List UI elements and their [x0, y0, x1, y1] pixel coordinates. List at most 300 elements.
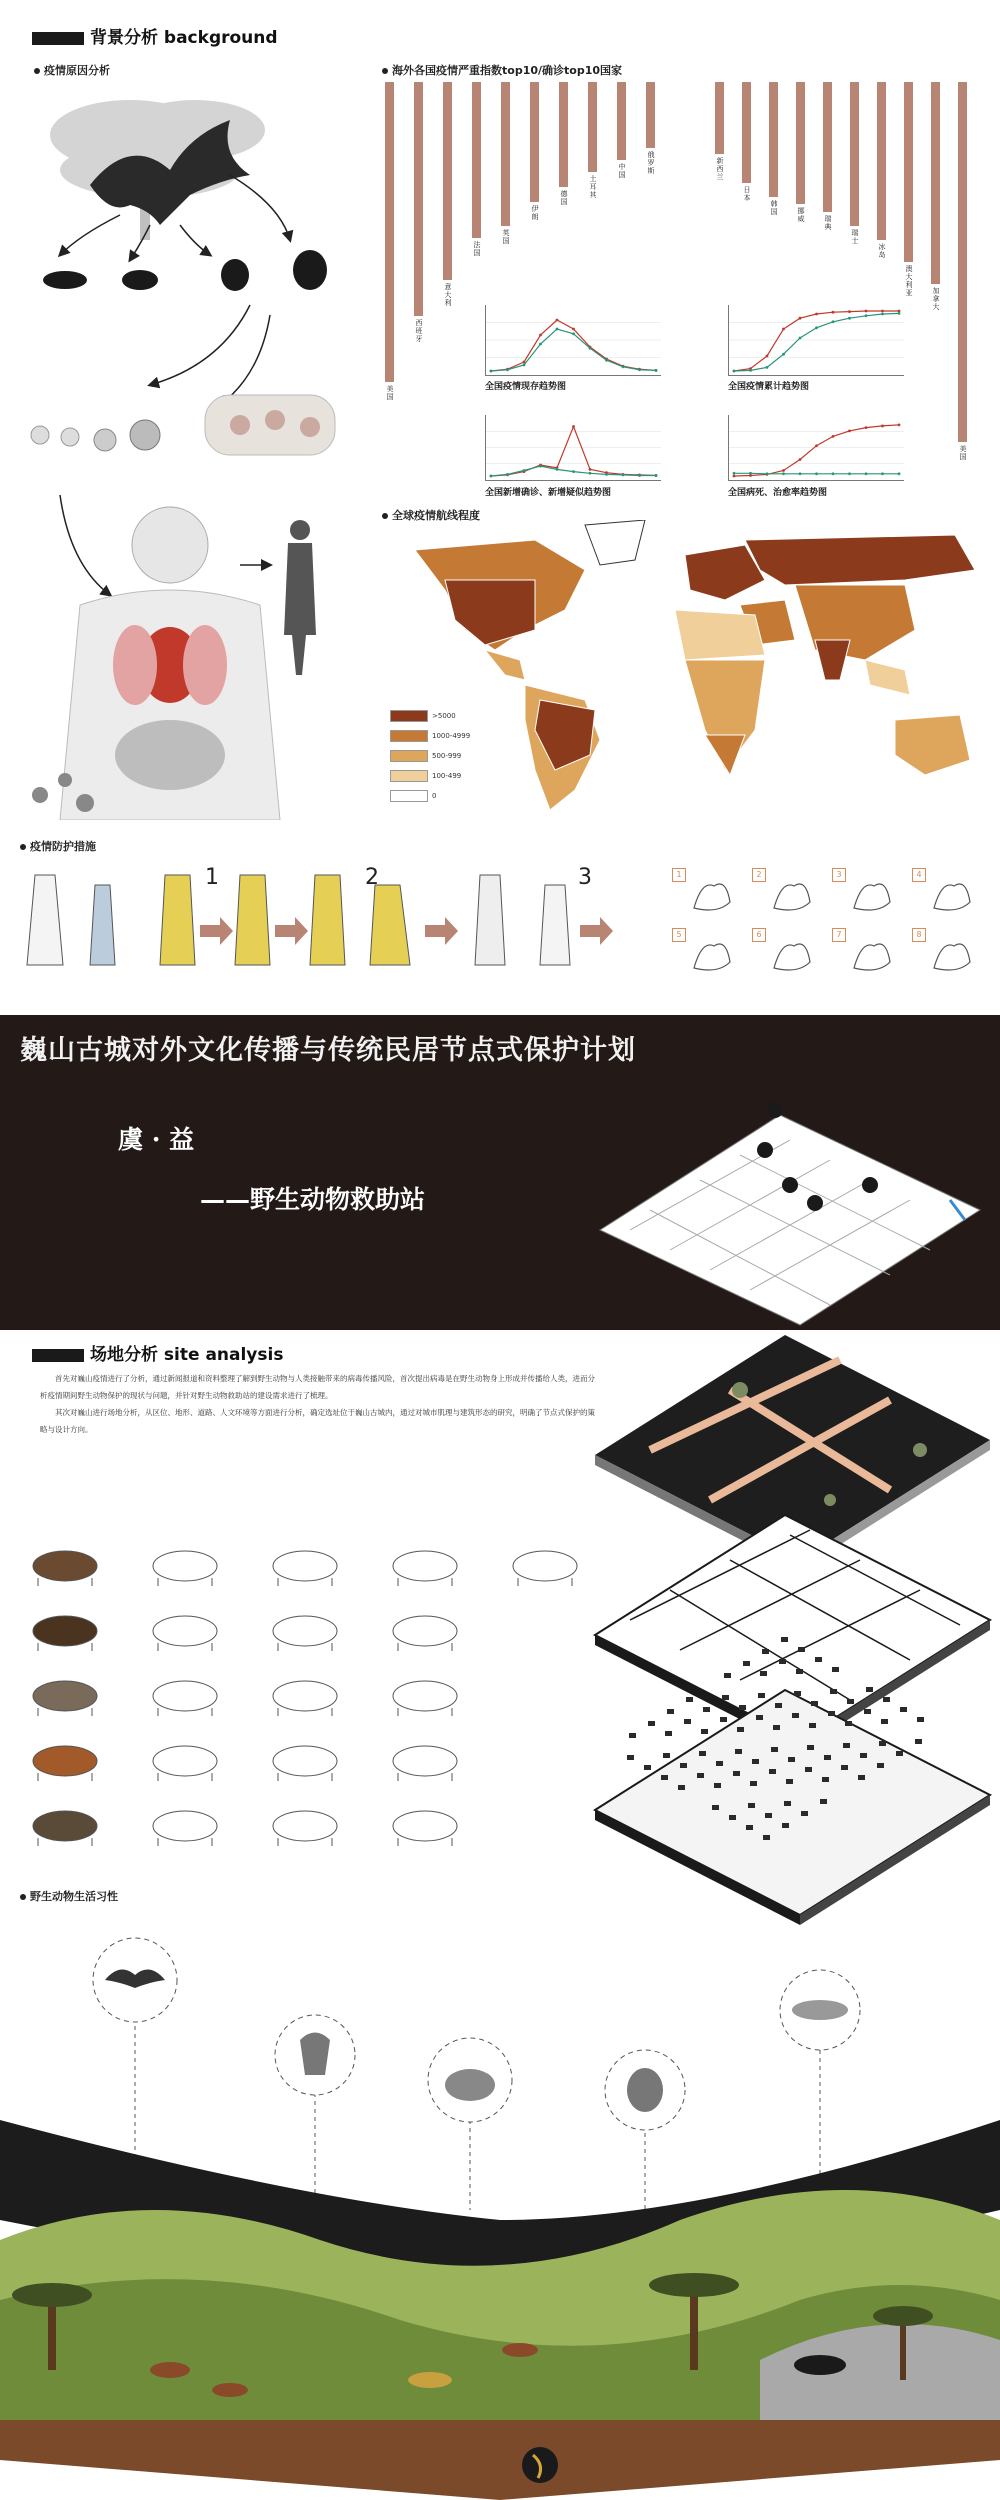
human-anatomy-illustration: [60, 507, 280, 820]
bar-9: [931, 82, 940, 284]
animal-sketch: [260, 1735, 350, 1783]
animal-sketch: [140, 1800, 230, 1848]
section-title-block: [32, 32, 84, 45]
hand-icon: [672, 868, 744, 920]
data-point: [589, 347, 592, 350]
bar-10: [646, 82, 655, 148]
building-footprint: [773, 1725, 780, 1730]
bullet-dot: [20, 844, 26, 850]
data-point: [782, 472, 785, 475]
data-point: [556, 319, 559, 322]
top10-label: 海外各国疫情严重指数top10/确诊top10国家: [392, 64, 623, 77]
building-footprint: [809, 1723, 816, 1728]
map-india: [815, 640, 850, 680]
building-footprint: [756, 1715, 763, 1720]
building-footprint: [822, 1777, 829, 1782]
section-title-block: [32, 1349, 84, 1362]
building-footprint: [663, 1753, 670, 1758]
building-footprint: [697, 1773, 704, 1778]
data-point: [799, 458, 802, 461]
building-footprint: [735, 1749, 742, 1754]
legend-item: [390, 790, 436, 802]
step-number-1: 1: [205, 865, 219, 890]
bar-6: [530, 82, 539, 202]
bar-label-10: 美国: [959, 445, 967, 461]
data-point: [638, 368, 641, 371]
animal-sketch: [260, 1670, 350, 1718]
building-footprint: [845, 1721, 852, 1726]
building-footprint: [739, 1705, 746, 1710]
bar-3: [443, 82, 452, 280]
legend-swatch: [390, 710, 428, 722]
series-line-2: [491, 329, 656, 371]
legend-item: [390, 710, 456, 722]
person-silhouette: [284, 520, 316, 675]
data-point: [638, 474, 641, 477]
building-footprint: [805, 1767, 812, 1772]
line-chart-rates: [728, 415, 904, 481]
data-point: [815, 444, 818, 447]
data-point: [832, 320, 835, 323]
animal-photo: [20, 1800, 110, 1848]
building-footprint: [794, 1691, 801, 1696]
building-footprint: [915, 1739, 922, 1744]
data-point: [865, 426, 868, 429]
handwash-step: [832, 868, 904, 920]
animal-photo: [20, 1605, 110, 1653]
data-point: [799, 472, 802, 475]
ppe-person-1: [27, 875, 63, 965]
map-asia: [795, 585, 915, 660]
animal-sketch: [140, 1670, 230, 1718]
data-point: [506, 368, 509, 371]
data-point: [832, 311, 835, 314]
data-point: [733, 475, 736, 478]
data-point: [556, 328, 559, 331]
legend-item: [390, 730, 470, 742]
bar-label-2: 日本: [743, 185, 751, 202]
building-footprint: [769, 1769, 776, 1774]
bar-5: [501, 82, 510, 226]
bar-1: [385, 82, 394, 382]
bar-8: [904, 82, 913, 262]
hand-icon: [832, 868, 904, 920]
building-footprint: [644, 1765, 651, 1770]
legend-swatch: [390, 750, 428, 762]
building-footprint: [879, 1741, 886, 1746]
building-footprint: [752, 1759, 759, 1764]
building-footprint: [629, 1733, 636, 1738]
building-footprint: [843, 1743, 850, 1748]
step-number-3: 3: [578, 865, 592, 890]
bar-2: [414, 82, 423, 316]
handwash-step: [672, 868, 744, 920]
bar-label-9: 中国: [618, 163, 626, 179]
bar-label-6: 伊朗: [531, 205, 539, 221]
building-footprint: [820, 1799, 827, 1804]
bar-7: [877, 82, 886, 240]
building-footprint: [900, 1707, 907, 1712]
site-paragraph-1: 首先对巍山疫情进行了分析，通过新闻报道和资料整理了解到野生动物与人类接触带来的病毒传播风险，首次提出病毒是在野生动物身上形成并传播给人类，进而分析疫情期间野生动物保护的现状与问题，并针对野生动物救助站的建设需求进行了梳理。: [40, 1374, 595, 1400]
building-footprint: [748, 1803, 755, 1808]
building-footprint: [801, 1811, 808, 1816]
handwash-step-number: 3: [832, 868, 846, 882]
line-chart-new-caption: 全国新增确诊、新增疑似趋势图: [485, 488, 612, 498]
data-point: [539, 465, 542, 468]
handwash-step: [912, 928, 984, 980]
building-footprint: [864, 1709, 871, 1714]
data-point: [848, 472, 851, 475]
building-footprint: [750, 1781, 757, 1786]
data-point: [605, 473, 608, 476]
bar-label-10: 俄罗斯: [647, 151, 655, 175]
data-point: [766, 355, 769, 358]
intermediate-hosts: [43, 250, 327, 291]
series-line-1: [734, 425, 899, 476]
world-map: [385, 520, 985, 825]
building-footprint: [881, 1719, 888, 1724]
building-footprint: [786, 1779, 793, 1784]
map-southeast-asia: [865, 660, 910, 695]
handwash-step: [912, 868, 984, 920]
handwash-step-number: 4: [912, 868, 926, 882]
bar-label-5: 瑞典: [824, 214, 832, 231]
building-footprint: [763, 1835, 770, 1840]
building-footprint: [627, 1755, 634, 1760]
building-footprint: [824, 1755, 831, 1760]
data-point: [749, 472, 752, 475]
bar-label-8: 澳大利亚: [905, 265, 913, 297]
wildlife-habits-title: [20, 1888, 118, 1904]
building-footprint: [661, 1775, 668, 1780]
building-footprint: [811, 1701, 818, 1706]
handwash-step: [752, 868, 824, 920]
map-greenland: [585, 520, 645, 565]
bar-label-2: 西班牙: [415, 319, 423, 343]
data-point: [848, 310, 851, 313]
animal-sketch: [380, 1605, 470, 1653]
map-australia: [895, 715, 970, 775]
data-point: [815, 326, 818, 329]
building-footprint: [680, 1763, 687, 1768]
animal-photo: [20, 1735, 110, 1783]
animal-sketch: [380, 1670, 470, 1718]
bar-10: [958, 82, 967, 442]
data-point: [655, 369, 658, 372]
data-point: [622, 365, 625, 368]
hand-icon: [752, 868, 824, 920]
data-point: [815, 313, 818, 316]
ppe-person-3: [160, 875, 195, 965]
bar-label-9: 加拿大: [932, 286, 940, 311]
line-chart-existing: [485, 305, 661, 376]
map-usa: [445, 580, 535, 645]
origin-analysis-label: 疫情原因分析: [44, 64, 110, 77]
building-footprint: [866, 1687, 873, 1692]
building-footprint: [847, 1699, 854, 1704]
data-point: [733, 472, 736, 475]
data-point: [898, 312, 901, 315]
bar-label-8: 土耳其: [589, 175, 597, 199]
ppe-person-8: [540, 885, 570, 965]
line-chart-existing-caption: 全国疫情现存趋势图: [485, 382, 567, 392]
building-footprint: [841, 1765, 848, 1770]
data-point: [881, 313, 884, 316]
bar-label-7: 冰岛: [878, 243, 886, 260]
bar-label-3: 意大利: [444, 283, 452, 307]
ppe-person-7: [475, 875, 505, 965]
animal-sketch: [500, 1540, 590, 1588]
site-section-header: [32, 1340, 283, 1365]
building-footprint: [665, 1731, 672, 1736]
building-footprint: [815, 1657, 822, 1662]
handwash-step: [832, 928, 904, 980]
handwash-step-number: 6: [752, 928, 766, 942]
project-subtitle-station: ——野生动物救助站: [200, 1185, 426, 1214]
hand-icon: [672, 928, 744, 980]
series-line-1: [734, 311, 899, 371]
animal-sketch: [140, 1540, 230, 1588]
building-footprint: [729, 1815, 736, 1820]
handwashing-steps-grid: [672, 868, 987, 988]
layer-location-map: [600, 1102, 980, 1325]
background-section-title: 背景分析 background: [90, 28, 278, 48]
building-footprint: [807, 1745, 814, 1750]
building-footprint: [703, 1707, 710, 1712]
hand-icon: [912, 928, 984, 980]
site-description: [40, 1370, 600, 1438]
legend-label: 0: [432, 792, 437, 800]
habitat-landscape: [0, 1920, 1000, 2500]
map-central-america: [485, 650, 525, 680]
legend-label: >5000: [432, 712, 456, 720]
habitat-animal-circles: [93, 1938, 860, 2130]
data-point: [523, 364, 526, 367]
building-footprint: [775, 1703, 782, 1708]
animal-sketch: [380, 1800, 470, 1848]
ppe-person-6: [370, 885, 410, 965]
data-point: [572, 332, 575, 335]
data-point: [539, 334, 542, 337]
bar-2: [742, 82, 751, 183]
data-point: [506, 473, 509, 476]
building-footprint: [667, 1709, 674, 1714]
animal-photo: [20, 1670, 110, 1718]
line-chart-rates-caption: 全国病死、治愈率趋势图: [728, 488, 828, 498]
legend-label: 100-499: [432, 772, 462, 780]
data-point: [832, 472, 835, 475]
handwash-step-number: 2: [752, 868, 766, 882]
bullet-dot: [382, 68, 388, 74]
bar-5: [823, 82, 832, 212]
virus-origin-diagram: [20, 75, 350, 820]
data-point: [898, 472, 901, 475]
project-title: 巍山古城对外文化传播与传统民居节点式保护计划: [20, 1035, 636, 1066]
data-point: [490, 370, 493, 373]
soil-base: [0, 2420, 1000, 2500]
data-point: [832, 435, 835, 438]
data-point: [881, 310, 884, 313]
data-point: [799, 317, 802, 320]
legend-item: [390, 770, 461, 782]
bar-label-1: 美国: [386, 385, 394, 401]
building-footprint: [712, 1805, 719, 1810]
data-point: [898, 310, 901, 313]
data-point: [766, 472, 769, 475]
bar-label-4: 法国: [473, 241, 481, 257]
data-point: [589, 472, 592, 475]
isometric-site-layers: [590, 1060, 995, 2010]
data-point: [782, 353, 785, 356]
handwash-step-number: 7: [832, 928, 846, 942]
building-footprint: [678, 1785, 685, 1790]
data-point: [572, 470, 575, 473]
bar-4: [472, 82, 481, 238]
bar-label-5: 英国: [502, 229, 510, 245]
animal-photo: [20, 1540, 110, 1588]
data-point: [605, 359, 608, 362]
protection-title: [20, 838, 96, 854]
bar-label-6: 瑞士: [851, 229, 859, 245]
legend-label: 500-999: [432, 752, 462, 760]
animal-sketch: [140, 1605, 230, 1653]
handwash-step-number: 8: [912, 928, 926, 942]
data-point: [782, 469, 785, 472]
legend-swatch: [390, 770, 428, 782]
building-footprint: [788, 1757, 795, 1762]
bar-label-3: 韩国: [770, 200, 778, 217]
data-point: [622, 474, 625, 477]
building-footprint: [760, 1671, 767, 1676]
building-footprint: [701, 1729, 708, 1734]
line-chart-cumulative: [728, 305, 904, 376]
handwash-step-number: 1: [672, 868, 686, 882]
data-point: [733, 370, 736, 373]
data-point: [865, 314, 868, 317]
building-footprint: [784, 1801, 791, 1806]
animal-sketch: [140, 1735, 230, 1783]
background-section-header: [32, 23, 278, 48]
handwash-step: [672, 928, 744, 980]
bar-3: [769, 82, 778, 197]
bar-8: [588, 82, 597, 172]
site-section-title: 场地分析 site analysis: [90, 1345, 284, 1365]
building-footprint: [765, 1813, 772, 1818]
site-paragraph-2: 其次对巍山进行场地分析，从区位、地形、道路、人文环境等方面进行分析，确定选址位于巍山古城内，通过对城市肌理与建筑形态的研究，明确了节点式保护的策略与设计方向。: [40, 1408, 595, 1434]
bar-label-7: 德国: [560, 190, 568, 206]
data-point: [572, 328, 575, 331]
map-africa-north: [675, 610, 765, 660]
building-footprint: [758, 1693, 765, 1698]
data-point: [589, 468, 592, 471]
data-point: [766, 366, 769, 369]
data-point: [799, 337, 802, 340]
bar-1: [715, 82, 724, 154]
building-footprint: [860, 1753, 867, 1758]
building-footprint: [686, 1697, 693, 1702]
animal-illustration-grid: [20, 1540, 620, 1870]
ppe-person-2: [90, 885, 115, 965]
building-footprint: [720, 1717, 727, 1722]
building-footprint: [746, 1825, 753, 1830]
data-point: [572, 425, 575, 428]
building-footprint: [832, 1667, 839, 1672]
building-footprint: [782, 1823, 789, 1828]
project-subtitle-name: 虞 · 益: [118, 1125, 195, 1154]
handwash-step: [752, 928, 824, 980]
data-point: [556, 468, 559, 471]
bar-9: [617, 82, 626, 160]
cells-illustration: [31, 395, 335, 455]
building-footprint: [724, 1673, 731, 1678]
building-footprint: [781, 1637, 788, 1642]
building-footprint: [858, 1775, 865, 1780]
legend-label: 1000-4999: [432, 732, 471, 740]
data-point: [749, 369, 752, 372]
building-footprint: [883, 1697, 890, 1702]
animal-sketch: [380, 1735, 470, 1783]
data-point: [539, 343, 542, 346]
protection-label: 疫情防护措施: [30, 840, 96, 853]
map-label: 全球疫情航线程度: [392, 509, 480, 522]
building-footprint: [722, 1695, 729, 1700]
bullet-dot: [34, 68, 40, 74]
building-footprint: [830, 1689, 837, 1694]
ppe-person-5: [310, 875, 345, 965]
bar-6: [850, 82, 859, 226]
step-number-2: 2: [365, 865, 379, 890]
ppe-procedure-illustration: [15, 855, 645, 985]
building-footprint: [714, 1783, 721, 1788]
hand-icon: [752, 928, 824, 980]
building-footprint: [896, 1751, 903, 1756]
data-point: [782, 328, 785, 331]
data-point: [865, 472, 868, 475]
building-footprint: [743, 1661, 750, 1666]
top10-title: [382, 62, 622, 78]
building-footprint: [716, 1761, 723, 1766]
building-footprint: [684, 1719, 691, 1724]
line-chart-cumulative-caption: 全国疫情累计趋势图: [728, 382, 810, 392]
data-point: [865, 310, 868, 313]
animal-sketch: [260, 1540, 350, 1588]
building-footprint: [771, 1747, 778, 1752]
line-chart-new: [485, 415, 661, 481]
building-footprint: [796, 1669, 803, 1674]
map-russia: [745, 535, 975, 585]
bar-7: [559, 82, 568, 187]
building-footprint: [828, 1711, 835, 1716]
wildlife-habits-label: 野生动物生活习性: [30, 1890, 118, 1903]
data-point: [815, 472, 818, 475]
bullet-dot: [382, 513, 388, 519]
building-footprint: [648, 1721, 655, 1726]
data-point: [848, 317, 851, 320]
animal-sketch: [260, 1800, 350, 1848]
bar-label-1: 新西兰: [716, 157, 724, 181]
building-footprint: [792, 1713, 799, 1718]
bullet-dot: [20, 1894, 26, 1900]
building-footprint: [699, 1751, 706, 1756]
data-point: [881, 472, 884, 475]
hand-icon: [832, 928, 904, 980]
building-footprint: [798, 1647, 805, 1652]
legend-swatch: [390, 790, 428, 802]
bar-4: [796, 82, 805, 204]
data-point: [655, 474, 658, 477]
legend-item: [390, 750, 461, 762]
hand-icon: [912, 868, 984, 920]
